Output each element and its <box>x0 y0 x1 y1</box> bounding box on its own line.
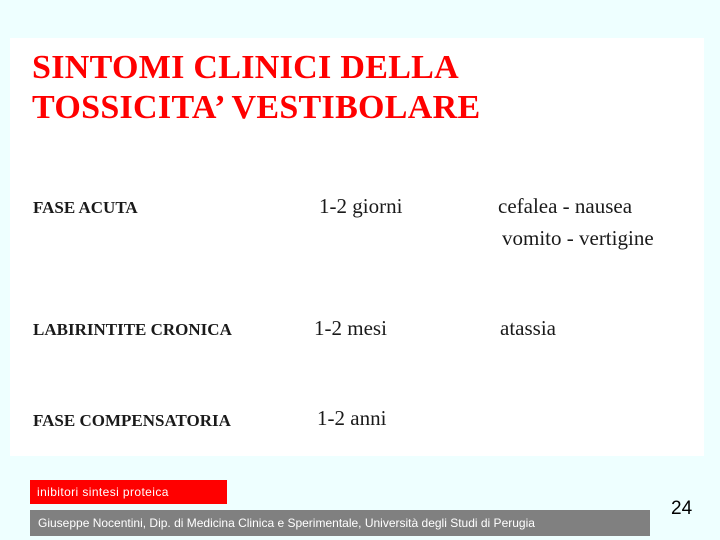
page-number: 24 <box>671 498 693 519</box>
symptoms-acute <box>498 190 654 254</box>
symptom-item: atassia <box>500 316 556 340</box>
slide-title-line-2: TOSSICITA’ VESTIBOLARE <box>32 89 481 126</box>
phase-label-acute: FASE ACUTA <box>33 198 138 217</box>
topic-tag: inibitori sintesi proteica <box>30 480 227 504</box>
slide-title <box>32 48 480 128</box>
phase-label-chronic: LABIRINTITE CRONICA <box>33 320 232 339</box>
symptom-item: cefalea - nausea <box>498 194 633 218</box>
duration-acute: 1-2 giorni <box>319 194 403 218</box>
phase-label-compensatory: FASE COMPENSATORIA <box>33 411 231 430</box>
duration-compensatory: 1-2 anni <box>317 406 387 430</box>
symptoms-chronic <box>500 312 556 344</box>
footer-credit: Giuseppe Nocentini, Dip. di Medicina Clinica e Sperimentale, Università degli Studi di Perugia <box>30 510 650 536</box>
duration-chronic: 1-2 mesi <box>314 316 387 340</box>
symptom-item: vomito - vertigine <box>502 226 654 250</box>
slide-title-line-1: SINTOMI CLINICI DELLA <box>32 49 459 86</box>
